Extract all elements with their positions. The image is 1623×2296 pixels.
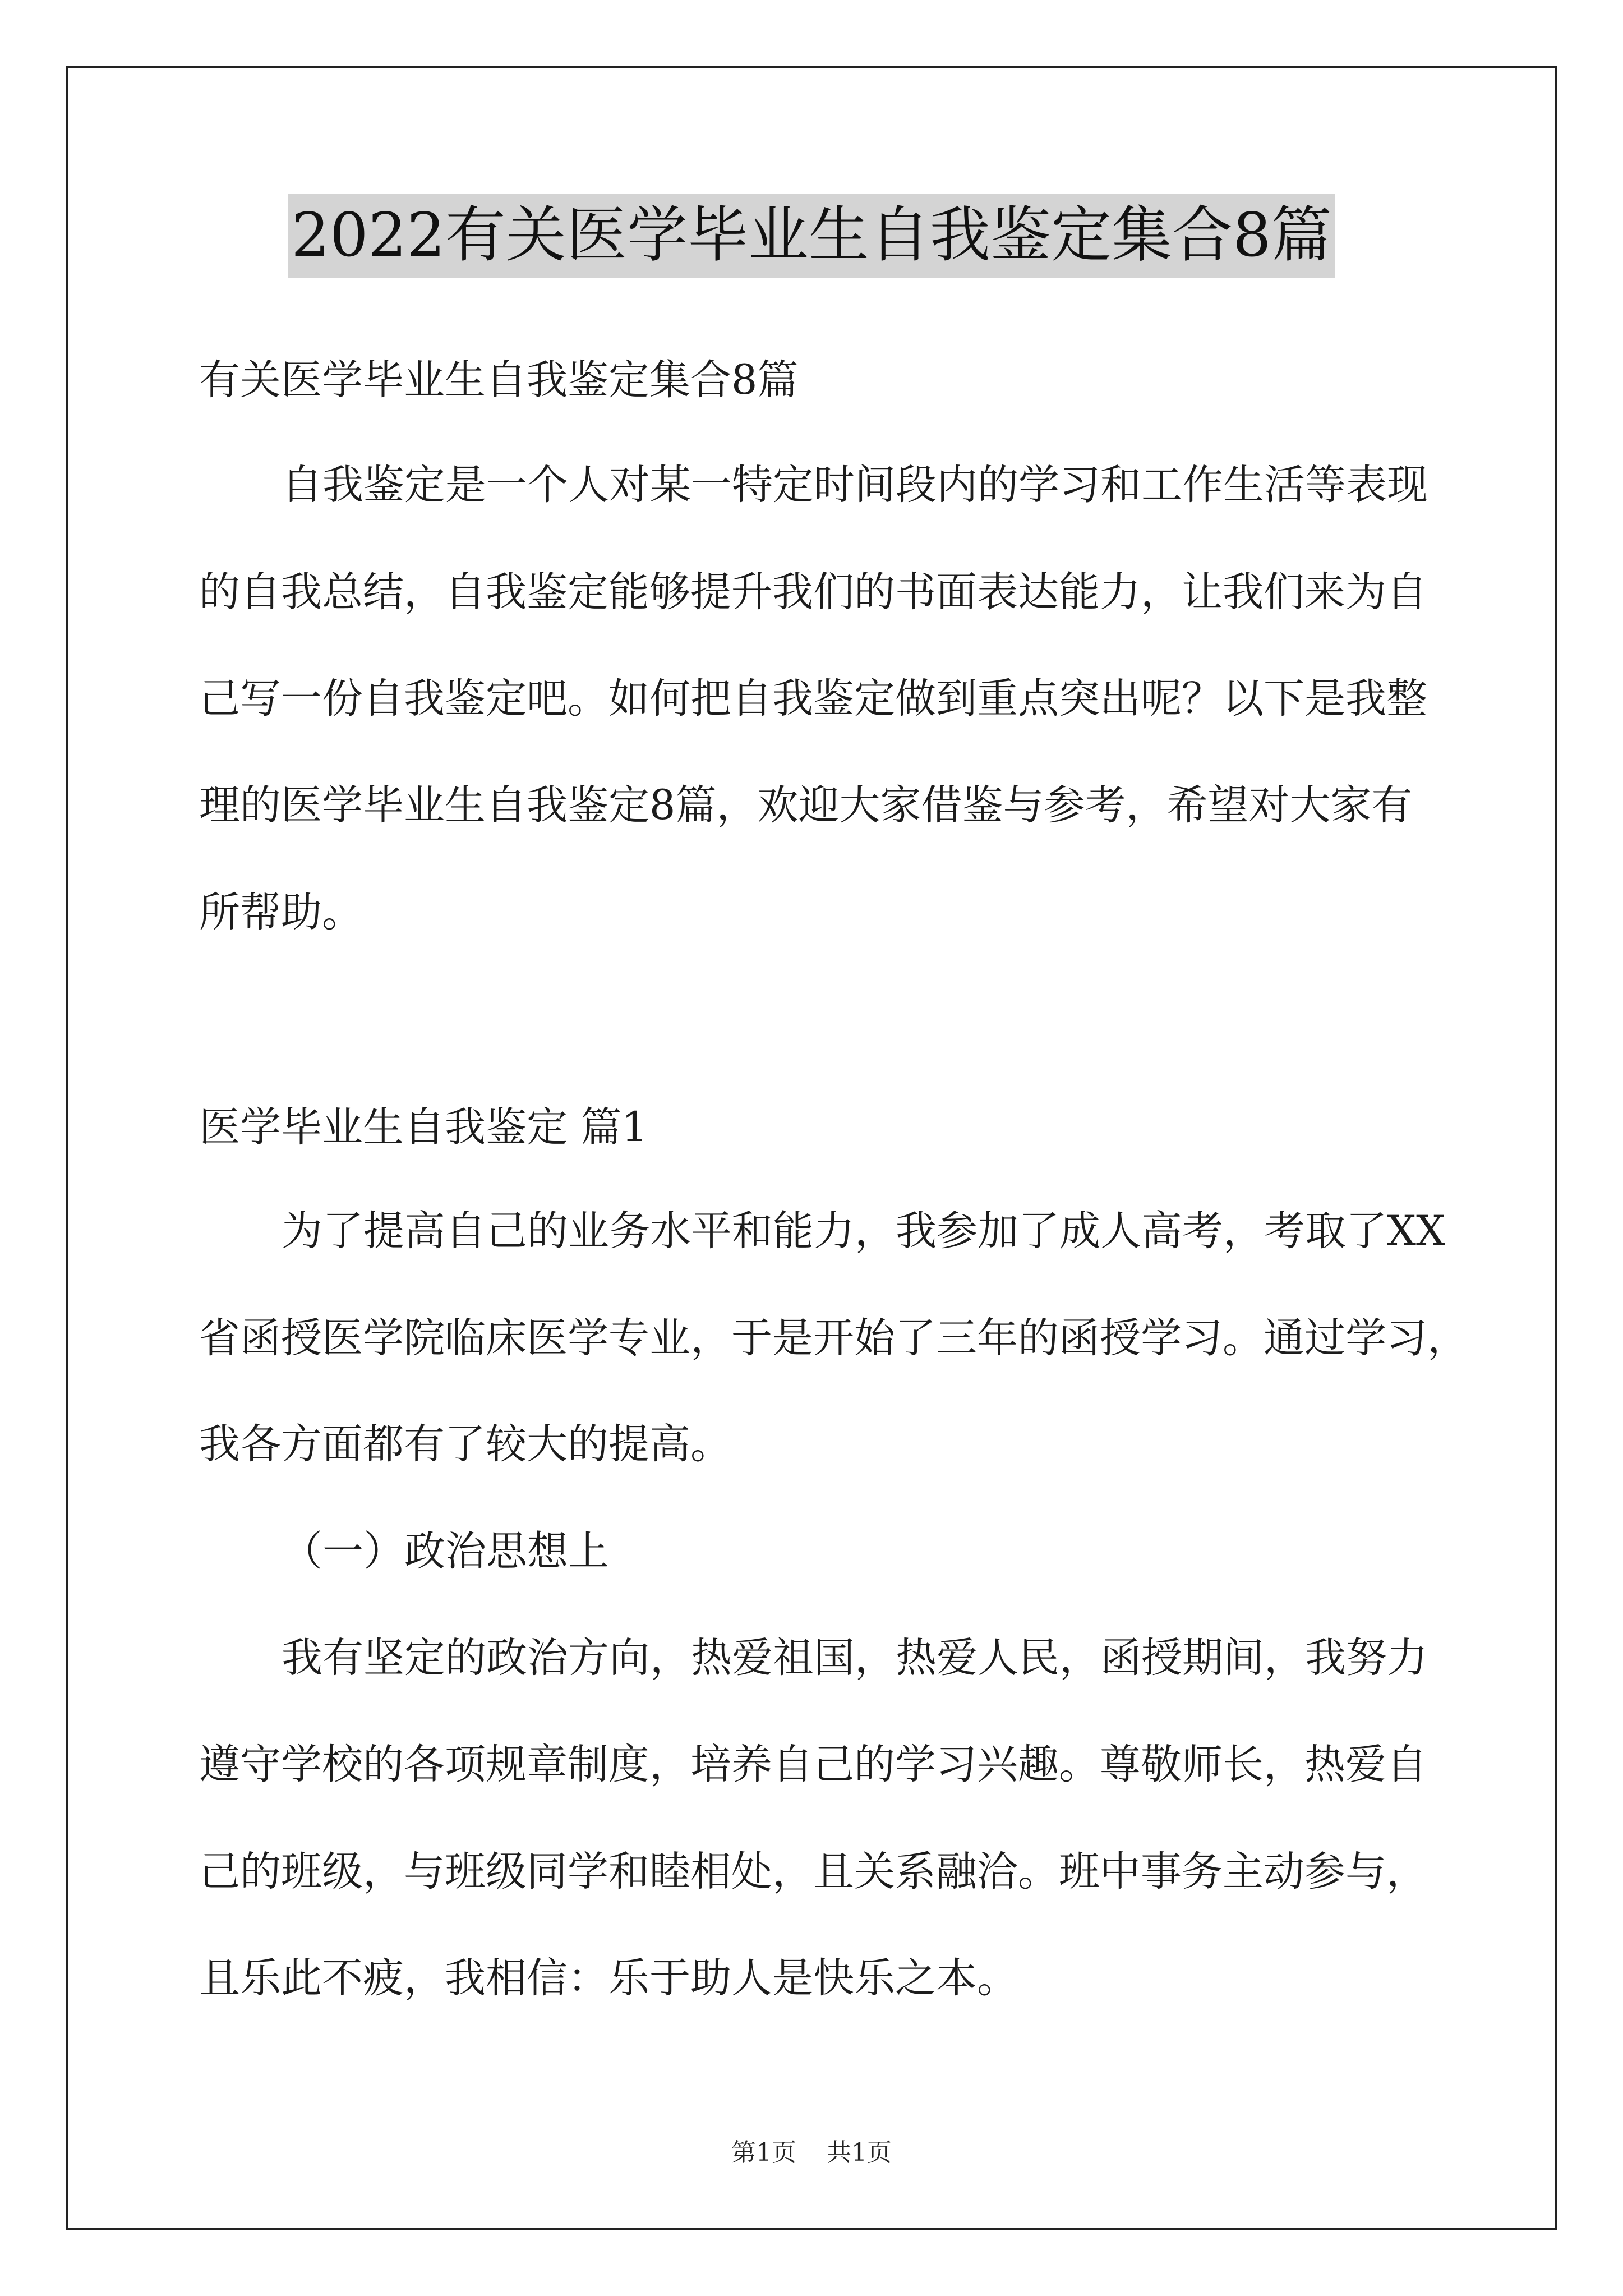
intro-line-4: 理的医学毕业生自我鉴定8篇，欢迎大家借鉴与参考，希望对大家有: [199, 781, 1413, 829]
page-number: 第1页: [731, 2138, 796, 2167]
document-subtitle: 有关医学毕业生自我鉴定集合8篇: [199, 356, 799, 404]
intro-line-3: 己写一份自我鉴定吧。如何把自我鉴定做到重点突出呢？以下是我整: [199, 675, 1427, 723]
intro-line-2: 的自我总结，自我鉴定能够提升我们的书面表达能力，让我们来为自: [199, 568, 1427, 616]
page-total: 共1页: [827, 2138, 892, 2167]
section-para1-line-3: 我各方面都有了较大的提高。: [199, 1420, 731, 1468]
section-para2-line-1: 我有坚定的政治方向，热爱祖国，热爱人民，函授期间，我努力: [282, 1634, 1428, 1682]
document-title: 2022有关医学毕业生自我鉴定集合8篇: [288, 194, 1335, 278]
title-container: [0, 194, 1623, 278]
section-para2-line-2: 遵守学校的各项规章制度，培养自己的学习兴趣。尊敬师长，热爱自: [199, 1741, 1427, 1788]
section-para2-line-3: 己的班级，与班级同学和睦相处，且关系融洽。班中事务主动参与，: [199, 1848, 1427, 1895]
section-para1-line-1: 为了提高自己的业务水平和能力，我参加了成人高考，考取了XX: [282, 1207, 1445, 1255]
section-para2-line-4: 且乐此不疲，我相信：乐于助人是快乐之本。: [199, 1954, 1018, 2002]
page-footer: [0, 2136, 1623, 2170]
section-heading: 医学毕业生自我鉴定 篇1: [199, 1103, 648, 1151]
intro-line-1: 自我鉴定是一个人对某一特定时间段内的学习和工作生活等表现: [282, 461, 1428, 509]
subheading: （一）政治思想上: [282, 1527, 609, 1575]
section-para1-line-2: 省函授医学院临床医学专业，于是开始了三年的函授学习。通过学习，: [199, 1314, 1468, 1362]
intro-line-5: 所帮助。: [199, 889, 363, 936]
